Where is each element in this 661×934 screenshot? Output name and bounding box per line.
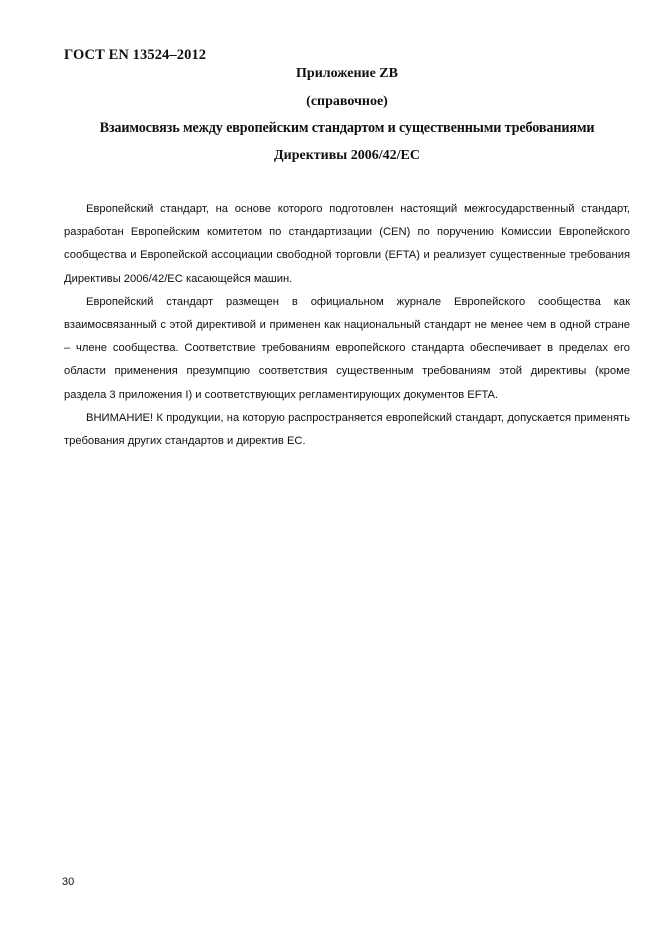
paragraph-1: Европейский стандарт, на основе которого подготовлен настоящий межгосударственный стандарт, разработан Европейским комитетом по стандартизации (CEN) по поручению Комиссии Европейского сообщества и Европейской ассоциации свободной торговли (EFTA) и реализует существенные требования Директивы 2006/42/ЕС касающейся машин. <box>64 203 630 285</box>
annex-label: Приложение ZB <box>296 66 398 81</box>
annex-status: (справочное) <box>306 94 388 109</box>
paragraph-3: ВНИМАНИЕ! К продукции, на которую распространяется европейский стандарт, допускается применять требования других стандартов и директив ЕС. <box>64 411 630 448</box>
page-number: 30 <box>62 876 75 888</box>
document-code: ГОСТ EN 13524–2012 <box>64 47 207 63</box>
paragraph-2: Европейский стандарт размещен в официальном журнале Европейского сообщества как взаимосвязанный с этой директивой и применен как национальный стандарт не менее чем в одной стране – члене сообщества. Соответствие требованиям европейского стандарта обеспечивает в пределах его области применения презумпцию соответствия существенным требованиям этой директивы (кроме раздела 3 приложения I) и соответствующих регламентирующих документов EFTA. <box>64 295 630 401</box>
annex-body <box>64 198 630 453</box>
annex-title-line-2: Директивы 2006/42/ЕС <box>274 148 420 163</box>
annex-title-line-1: Взаимосвязь между европейским стандартом и существенными требованиями <box>99 120 595 136</box>
